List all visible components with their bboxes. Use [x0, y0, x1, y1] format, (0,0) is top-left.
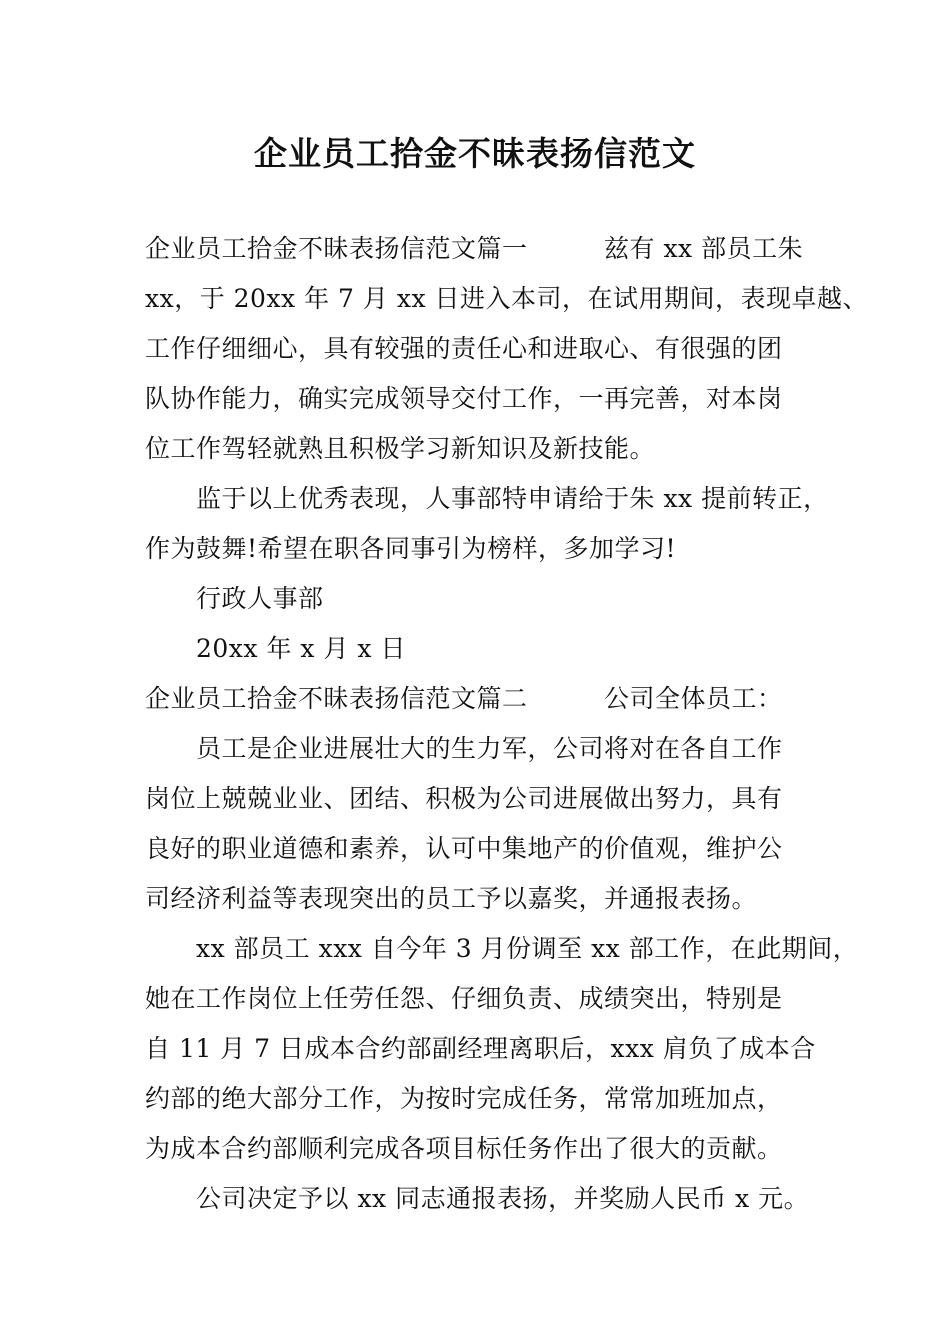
- text-line: 位工作驾轻就熟且积极学习新知识及新技能。: [145, 434, 656, 463]
- text-line: 她在工作岗位上任劳任怨、仔细负责、成绩突出，特别是: [145, 984, 783, 1013]
- text-line: 企业员工拾金不昧表扬信范文篇二 公司全体员工：: [145, 684, 783, 713]
- text-line: 自 11 月 7 日成本合约部副经理离职后，xxx 肩负了成本合: [145, 1034, 816, 1063]
- text-line: 员工是企业进展壮大的生力军，公司将对在各自工作: [196, 734, 783, 763]
- text-line: 作为鼓舞!希望在职各同事引为榜样，多加学习!: [145, 534, 677, 563]
- text-line: 为成本合约部顺利完成各项目标任务作出了很大的贡献。: [145, 1134, 783, 1163]
- text-line: 约部的绝大部分工作，为按时完成任务，常常加班加点，: [145, 1084, 783, 1113]
- text-line: 企业员工拾金不昧表扬信范文篇一 兹有 xx 部员工朱: [145, 234, 804, 263]
- text-line: 公司决定予以 xx 同志通报表扬，并奖励人民币 x 元。: [196, 1184, 810, 1213]
- text-line: xx 部员工 xxx 自今年 3 月份调至 xx 部工作，在此期间，: [196, 934, 859, 963]
- text-line: 监于以上优秀表现，人事部特申请给于朱 xx 提前转正，: [196, 484, 829, 513]
- text-line: 良好的职业道德和素养，认可中集地产的价值观，维护公: [145, 834, 783, 863]
- text-line: xx，于 20xx 年 7 月 xx 日进入本司，在试用期间，表现卓越、: [145, 284, 868, 313]
- document-title: 企业员工拾金不昧表扬信范文: [254, 134, 696, 173]
- text-line: 岗位上兢兢业业、团结、积极为公司进展做出努力，具有: [145, 784, 783, 813]
- signature-date: 20xx 年 x 月 x 日: [196, 634, 406, 663]
- text-line: 队协作能力，确实完成领导交付工作，一再完善，对本岗: [145, 384, 783, 413]
- text-line: 工作仔细细心，具有较强的责任心和进取心、有很强的团: [145, 334, 783, 363]
- text-line: 司经济利益等表现突出的员工予以嘉奖，并通报表扬。: [145, 884, 758, 913]
- signature-department: 行政人事部: [196, 584, 324, 613]
